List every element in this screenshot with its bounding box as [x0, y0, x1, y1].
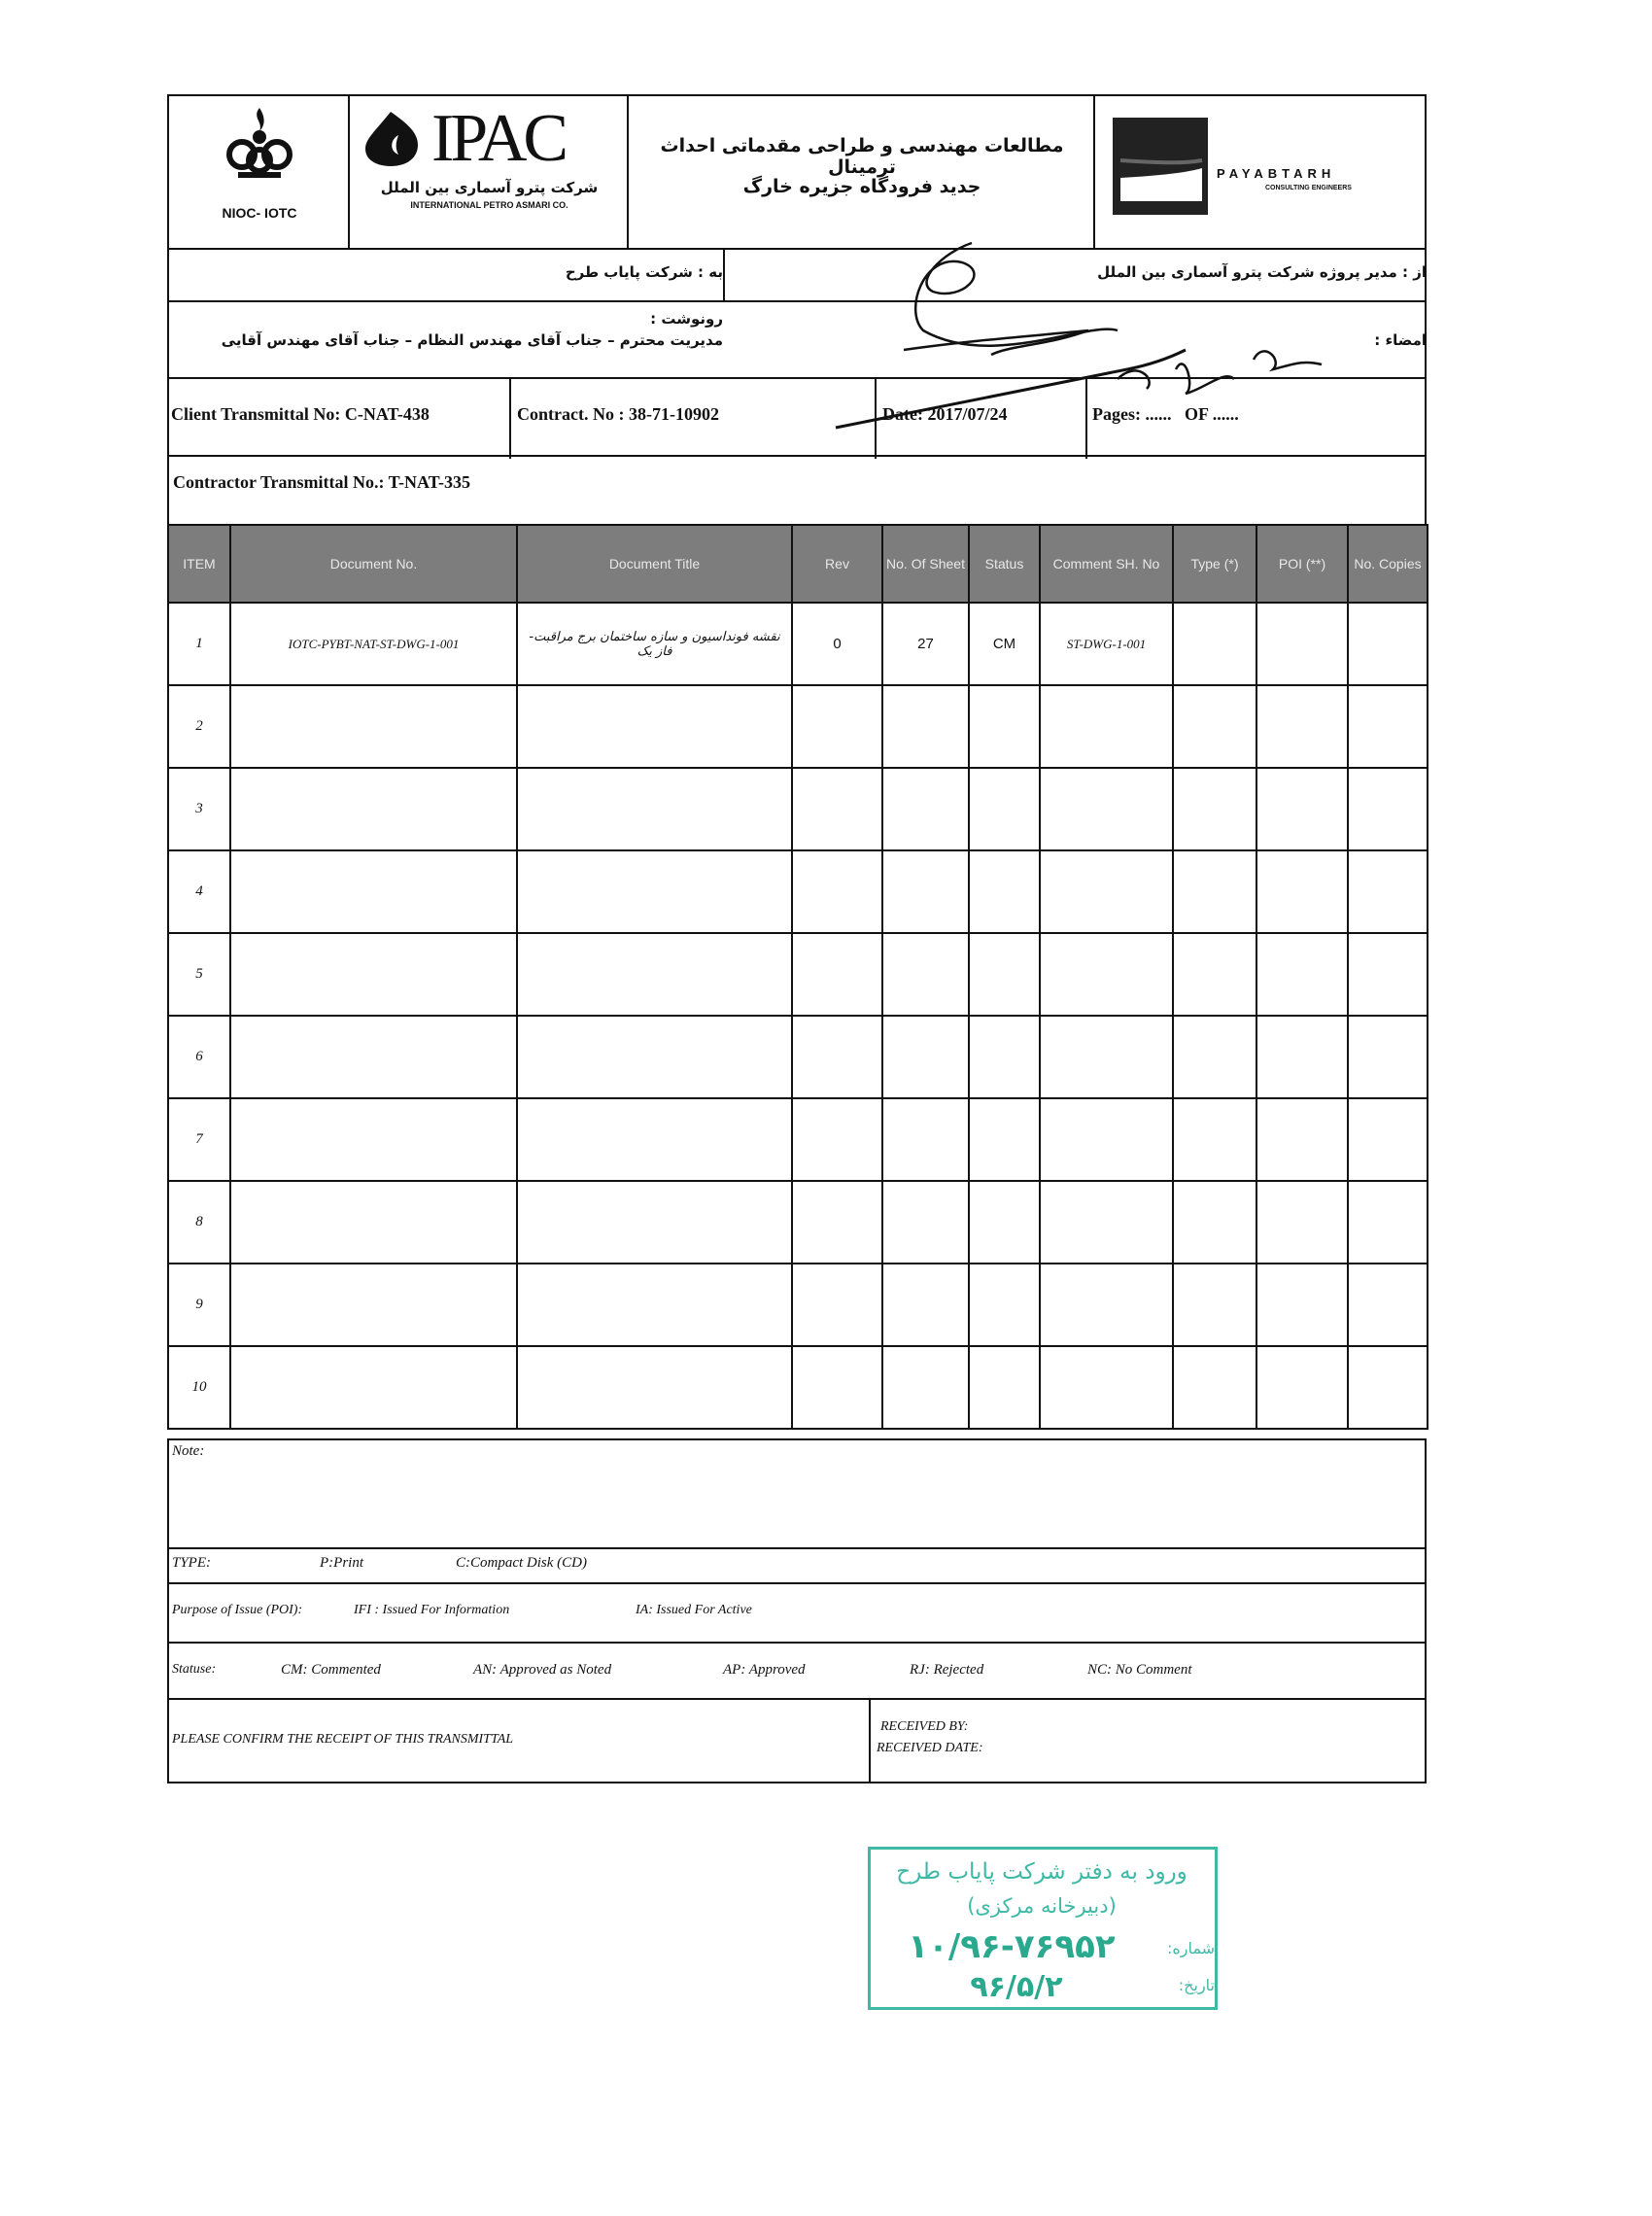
sheets-cell — [882, 768, 969, 850]
cc-label: رونوشت : — [650, 310, 723, 328]
copies-cell — [1348, 768, 1428, 850]
table-row — [168, 1264, 1428, 1346]
document-table — [167, 524, 1428, 1430]
copies-cell — [1348, 1181, 1428, 1264]
item-cell: 4 — [168, 850, 230, 933]
status-cm: CM: Commented — [281, 1662, 381, 1678]
stamp-line2: (دبیرخانه مرکزی) — [967, 1894, 1117, 1918]
meta-divider-3 — [1085, 379, 1087, 459]
poi-cell — [1256, 1264, 1348, 1346]
item-cell: 1 — [168, 603, 230, 685]
project-title-line1: مطالعات مهندسی و طراحی مقدماتی احداث ترمینال — [660, 135, 1064, 178]
doc-title-cell — [517, 933, 792, 1016]
doc-no-cell — [230, 1264, 517, 1346]
status-cell — [969, 1181, 1040, 1264]
poi-cell — [1256, 1181, 1348, 1264]
col-header-rev: Rev — [792, 525, 882, 603]
table-row — [168, 1098, 1428, 1181]
footer-divider-4 — [169, 1698, 1425, 1700]
doc-title-cell — [517, 768, 792, 850]
sheets-cell — [882, 1264, 969, 1346]
doc-no-cell — [230, 1346, 517, 1429]
sheets-cell: 27 — [882, 603, 969, 685]
col-header-type: Type (*) — [1173, 525, 1256, 603]
stamp-date-value: ۹۶/۵/۲ — [970, 1970, 1063, 2004]
status-label: Statuse: — [172, 1662, 217, 1677]
doc-no-cell — [230, 768, 517, 850]
status-cell — [969, 933, 1040, 1016]
sheets-cell — [882, 1346, 969, 1429]
poi-cell — [1256, 933, 1348, 1016]
rev-cell — [792, 933, 882, 1016]
doc-title-cell — [517, 1181, 792, 1264]
doc-title-cell — [517, 850, 792, 933]
comment-sh-cell — [1040, 1181, 1173, 1264]
rev-cell — [792, 1098, 882, 1181]
table-row — [168, 850, 1428, 933]
status-cell — [969, 1016, 1040, 1098]
col-header-poi: POI (**) — [1256, 525, 1348, 603]
type-cell — [1173, 1016, 1256, 1098]
table-header-row — [168, 525, 1428, 603]
status-ap: AP: Approved — [723, 1662, 806, 1678]
item-cell: 6 — [168, 1016, 230, 1098]
copies-cell — [1348, 1346, 1428, 1429]
poi-cell — [1256, 603, 1348, 685]
table-row — [168, 933, 1428, 1016]
status-cell — [969, 1346, 1040, 1429]
table-row — [168, 1016, 1428, 1098]
rev-cell: 0 — [792, 603, 882, 685]
copies-cell — [1348, 1016, 1428, 1098]
footer-divider-1 — [169, 1547, 1425, 1549]
type-cell — [1173, 768, 1256, 850]
type-cd: C:Compact Disk (CD) — [456, 1555, 587, 1571]
doc-no-cell — [230, 1098, 517, 1181]
type-cell — [1173, 850, 1256, 933]
poi-label: Purpose of Issue (POI): — [172, 1603, 303, 1617]
type-cell — [1173, 933, 1256, 1016]
item-cell: 8 — [168, 1181, 230, 1264]
doc-title-cell — [517, 1098, 792, 1181]
comment-sh-cell — [1040, 1016, 1173, 1098]
doc-no-cell — [230, 1016, 517, 1098]
col-header-item: ITEM — [168, 525, 230, 603]
sheets-cell — [882, 933, 969, 1016]
sheets-cell — [882, 1016, 969, 1098]
pages-field: Pages: ...... OF ...... — [1092, 404, 1239, 424]
table-row — [168, 603, 1428, 685]
sheets-cell — [882, 685, 969, 768]
transmittal-date: Date: 2017/07/24 — [882, 404, 1008, 424]
col-header-comment-sh: Comment SH. No — [1040, 525, 1173, 603]
type-print: P:Print — [320, 1555, 363, 1571]
rev-cell — [792, 768, 882, 850]
col-header-copies: No. Copies — [1348, 525, 1428, 603]
comment-sh-cell — [1040, 1264, 1173, 1346]
project-title-line2: جدید فرودگاه جزیره خارگ — [742, 176, 981, 197]
status-cell — [969, 1264, 1040, 1346]
doc-no-cell — [230, 1181, 517, 1264]
receipt-stamp — [868, 1847, 1218, 2010]
col-header-no-of-sheet: No. Of Sheet — [882, 525, 969, 603]
doc-title-cell — [517, 1016, 792, 1098]
doc-title-cell — [517, 685, 792, 768]
received-by: RECEIVED BY: — [880, 1719, 969, 1734]
meta-divider-1 — [509, 379, 511, 459]
doc-no-cell — [230, 685, 517, 768]
copies-cell — [1348, 685, 1428, 768]
rev-cell — [792, 1181, 882, 1264]
item-cell: 10 — [168, 1346, 230, 1429]
poi-cell — [1256, 850, 1348, 933]
item-cell: 2 — [168, 685, 230, 768]
type-cell — [1173, 603, 1256, 685]
status-cell — [969, 768, 1040, 850]
item-cell: 3 — [168, 768, 230, 850]
copies-cell — [1348, 1098, 1428, 1181]
type-cell — [1173, 1264, 1256, 1346]
rev-cell — [792, 850, 882, 933]
payabtarh-name: PAYABTARH — [1217, 166, 1336, 181]
item-cell: 7 — [168, 1098, 230, 1181]
note-label: Note: — [172, 1443, 205, 1459]
footer-divider-3 — [169, 1642, 1425, 1644]
table-row — [168, 1181, 1428, 1264]
sheets-cell — [882, 1181, 969, 1264]
status-cell — [969, 1098, 1040, 1181]
table-row — [168, 1346, 1428, 1429]
comment-sh-cell — [1040, 685, 1173, 768]
doc-title-cell — [517, 1346, 792, 1429]
contract-no: Contract. No : 38-71-10902 — [517, 404, 719, 424]
stamp-number-label: شماره: — [1166, 1939, 1215, 1957]
rev-cell — [792, 1346, 882, 1429]
comment-sh-cell — [1040, 933, 1173, 1016]
type-label: TYPE: — [172, 1555, 212, 1571]
comment-sh-cell — [1040, 1098, 1173, 1181]
col-header-doc-no: Document No. — [230, 525, 517, 603]
footer-vdivider — [869, 1698, 871, 1783]
copies-cell — [1348, 850, 1428, 933]
comment-sh-cell — [1040, 768, 1173, 850]
contractor-transmittal-row — [167, 457, 1427, 526]
doc-no-cell — [230, 850, 517, 933]
ipac-company-fa: شرکت پترو آسماری بین الملل — [380, 179, 599, 196]
contractor-transmittal-no: Contractor Transmittal No.: T-NAT-335 — [173, 472, 470, 492]
poi-ifi: IFI : Issued For Information — [354, 1603, 510, 1617]
doc-no-cell: IOTC-PYBT-NAT-ST-DWG-1-001 — [230, 603, 517, 685]
item-cell: 5 — [168, 933, 230, 1016]
ipac-logo-text: IPAC — [431, 101, 566, 176]
status-cell — [969, 685, 1040, 768]
confirm-receipt-text: PLEASE CONFIRM THE RECEIPT OF THIS TRANSMITTAL — [172, 1732, 514, 1747]
to-field: به : شرکت پایاب طرح — [565, 263, 723, 281]
copies-cell — [1348, 1264, 1428, 1346]
nioc-label: NIOC- IOTC — [222, 205, 297, 221]
ipac-drop-icon — [361, 110, 431, 168]
table-body — [168, 603, 1428, 1429]
rev-cell — [792, 1264, 882, 1346]
doc-title-cell — [517, 1264, 792, 1346]
poi-cell — [1256, 685, 1348, 768]
payabtarh-sub: CONSULTING ENGINEERS — [1265, 185, 1352, 191]
stamp-date-label: تاریخ: — [1178, 1976, 1215, 1994]
col-header-status: Status — [969, 525, 1040, 603]
cc-text: مدیریت محترم – جناب آقای مهندس النظام – جناب آقای مهندس آقایی — [221, 331, 723, 349]
signature-label: امضاء : — [1374, 331, 1427, 349]
received-date: RECEIVED DATE: — [877, 1741, 983, 1755]
footer-block — [167, 1438, 1427, 1783]
rev-cell — [792, 685, 882, 768]
status-cell: CM — [969, 603, 1040, 685]
nioc-logo-icon — [224, 104, 294, 182]
nioc-logo-cell — [169, 96, 350, 248]
sheets-cell — [882, 1098, 969, 1181]
type-cell — [1173, 1098, 1256, 1181]
status-nc: NC: No Comment — [1087, 1662, 1192, 1678]
comment-sh-cell — [1040, 850, 1173, 933]
poi-ia: IA: Issued For Active — [636, 1603, 752, 1617]
table-row — [168, 685, 1428, 768]
comment-sh-cell: ST-DWG-1-001 — [1040, 603, 1173, 685]
poi-cell — [1256, 768, 1348, 850]
poi-cell — [1256, 1016, 1348, 1098]
sheets-cell — [882, 850, 969, 933]
item-cell: 9 — [168, 1264, 230, 1346]
status-rj: RJ: Rejected — [910, 1662, 984, 1678]
meta-divider-2 — [875, 379, 877, 459]
payabtarh-logo-icon — [1113, 118, 1208, 215]
table-row — [168, 768, 1428, 850]
type-cell — [1173, 1346, 1256, 1429]
doc-no-cell — [230, 933, 517, 1016]
col-header-doc-title: Document Title — [517, 525, 792, 603]
copies-cell — [1348, 933, 1428, 1016]
status-an: AN: Approved as Noted — [473, 1662, 612, 1678]
stamp-line1: ورود به دفتر شرکت پایاب طرح — [896, 1859, 1187, 1885]
poi-cell — [1256, 1346, 1348, 1429]
ipac-company-en: INTERNATIONAL PETRO ASMARI CO. — [410, 200, 568, 210]
type-cell — [1173, 1181, 1256, 1264]
from-field: از : مدیر پروژه شرکت پترو آسماری بین الملل — [1097, 263, 1427, 281]
status-cell — [969, 850, 1040, 933]
rev-cell — [792, 1016, 882, 1098]
stamp-number-value: ۱۰/۹۶-۷۶۹۵۲ — [908, 1927, 1116, 1966]
copies-cell — [1348, 603, 1428, 685]
doc-title-cell: نقشه فونداسیون و سازه ساختمان برج مراقبت- فاز یک — [517, 603, 792, 685]
poi-cell — [1256, 1098, 1348, 1181]
ipac-logo-cell — [350, 96, 629, 248]
comment-sh-cell — [1040, 1346, 1173, 1429]
meta-row — [167, 377, 1427, 457]
type-cell — [1173, 685, 1256, 768]
client-transmittal-no: Client Transmittal No: C-NAT-438 — [171, 404, 430, 424]
footer-divider-2 — [169, 1582, 1425, 1584]
